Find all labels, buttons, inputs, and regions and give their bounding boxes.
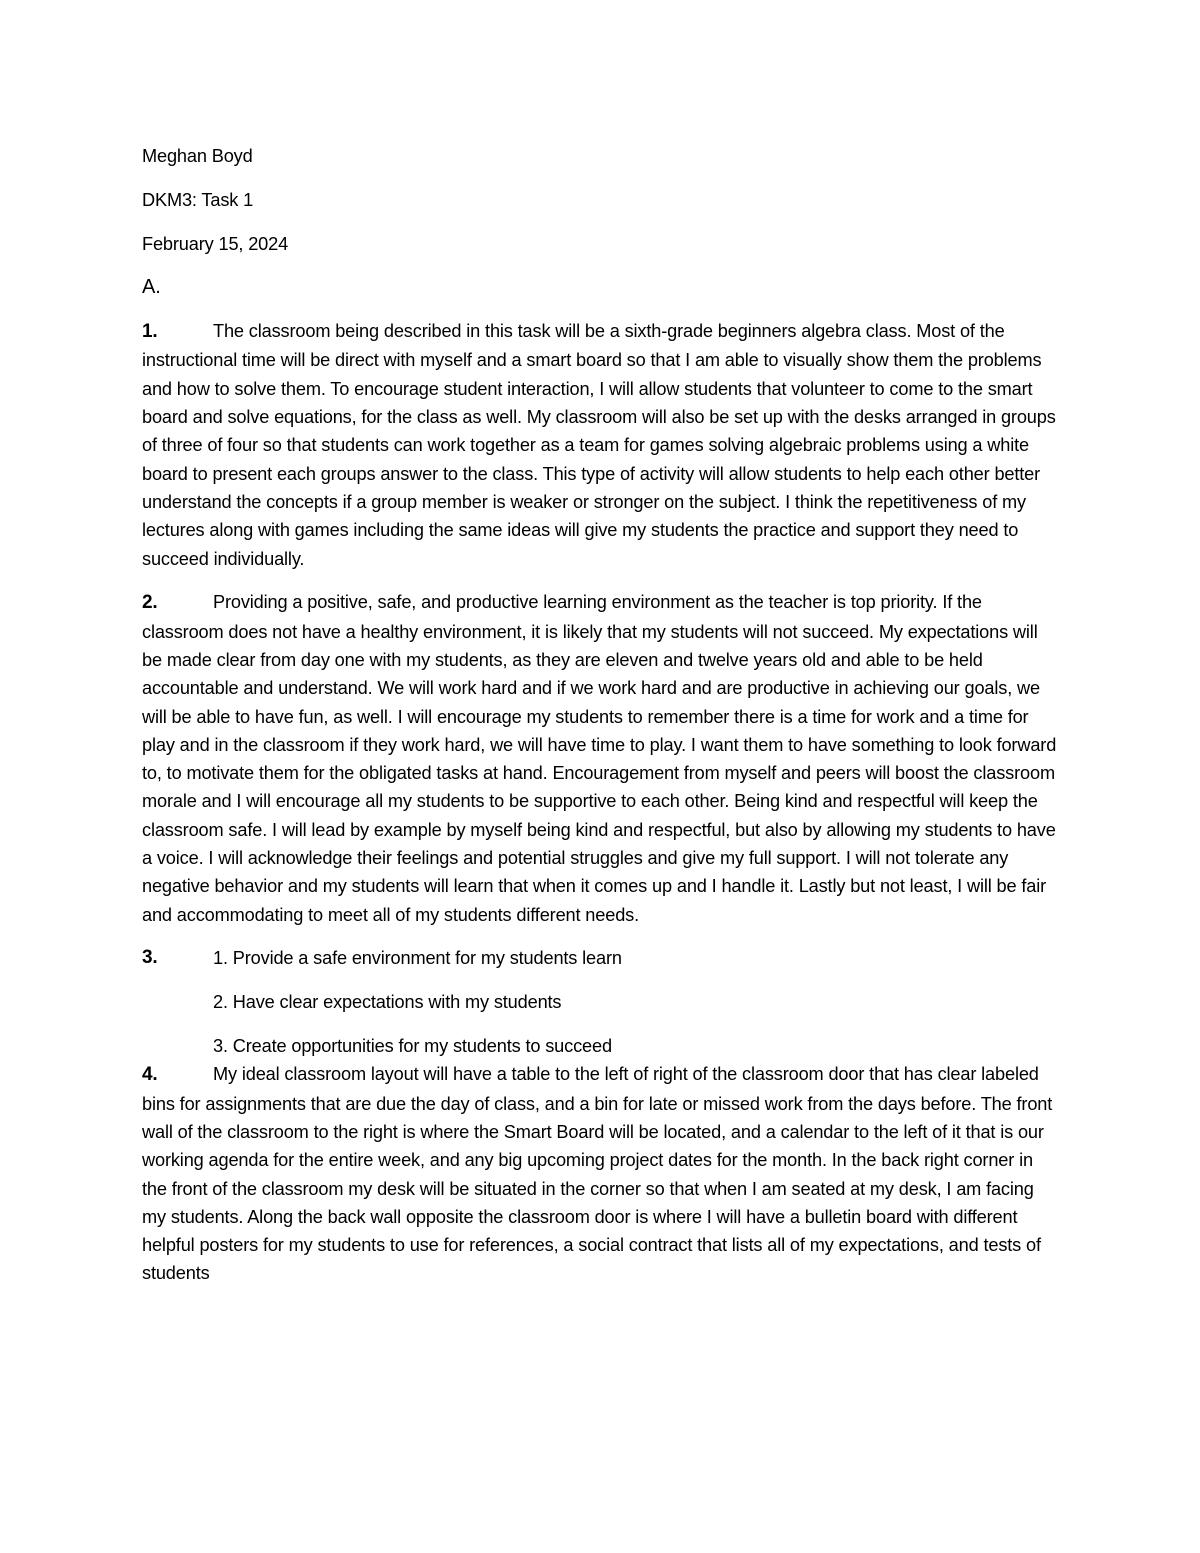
item-number: 3. <box>142 947 158 969</box>
document-body <box>142 142 1060 1303</box>
paragraph-text: Providing a positive, safe, and productive learning environment as the teacher is top priority. If the classroom does not have a healthy environment, it is likely that my students will not succeed. My expectations will be made clear from day one with my students, as they are eleven and twelve years old and able to be held accountable and understand. We will work hard and if we work hard and are productive in achieving our goals, we will be able to have fun, as well. I will encourage my students to remember there is a time for work and a time for play and in the classroom if they work hard, we will have time to play. I want them to have something to look forward to, to motivate them for the obligated tasks at hand. Encouragement from myself and peers will boost the classroom morale and I will encourage all my students to be supportive to each other. Being kind and respectful will keep the classroom safe. I will lead by example by myself being kind and respectful, but also by allowing my students to have a voice. I will acknowledge their feelings and potential struggles and give my full support. I will not tolerate any negative behavior and my students will learn that when it comes up and I handle it. Lastly but not least, I will be fair and accommodating to meet all of my students different needs. <box>142 592 1057 925</box>
item-number: 4. <box>142 1064 158 1086</box>
goal-text: 1. Provide a safe environment for my students learn <box>213 948 622 969</box>
list-item: 2. Have clear expectations with my students <box>213 992 562 1013</box>
item-number: 1. <box>142 321 158 343</box>
author-name: Meghan Boyd <box>142 146 253 166</box>
goals-list <box>142 944 1060 1060</box>
list-item <box>142 944 1060 972</box>
list-item: 3. Create opportunities for my students to succeed <box>213 1036 612 1057</box>
item-number: 2. <box>142 592 158 614</box>
paragraph-item-4 <box>142 1060 1060 1287</box>
document-date: February 15, 2024 <box>142 233 289 254</box>
paragraph-item-1 <box>142 317 1060 573</box>
course-task: DKM3: Task 1 <box>142 189 254 210</box>
paragraph-text: My ideal classroom layout will have a table to the left of right of the classroom door that has clear labeled bins for assignments that are due the day of class, and a bin for late or missed work from the days before. The front wall of the classroom to the right is where the Smart Board will be located, and a calendar to the left of it that is our working agenda for the entire week, and any big upcoming project dates for the month. In the back right corner in the front of the classroom my desk will be situated in the corner so that when I am seated at my desk, I am facing my students. Along the back wall opposite the classroom door is where I will have a bulletin board with different helpful posters for my students to use for references, a social contract that lists all of my expectations, and tests of students <box>142 1064 1053 1284</box>
section-heading: A. <box>142 276 161 299</box>
paragraph-item-2 <box>142 588 1060 929</box>
paragraph-text: The classroom being described in this task will be a sixth-grade beginners algebra class. Most of the instructional time will be direct with myself and a smart board so that I am able to visually show them the problems and how to solve them. To encourage student interaction, I will allow students that volunteer to come to the smart board and solve equations, for the class as well. My classroom will also be set up with the desks arranged in groups of three of four so that students can work together as a team for games solving algebraic problems using a white board to present each groups answer to the class. This type of activity will allow students to help each other better understand the concepts if a group member is weaker or stronger on the subject. I think the repetitiveness of my lectures along with games including the same ideas will give my students the practice and support they need to succeed individually. <box>142 321 1056 569</box>
